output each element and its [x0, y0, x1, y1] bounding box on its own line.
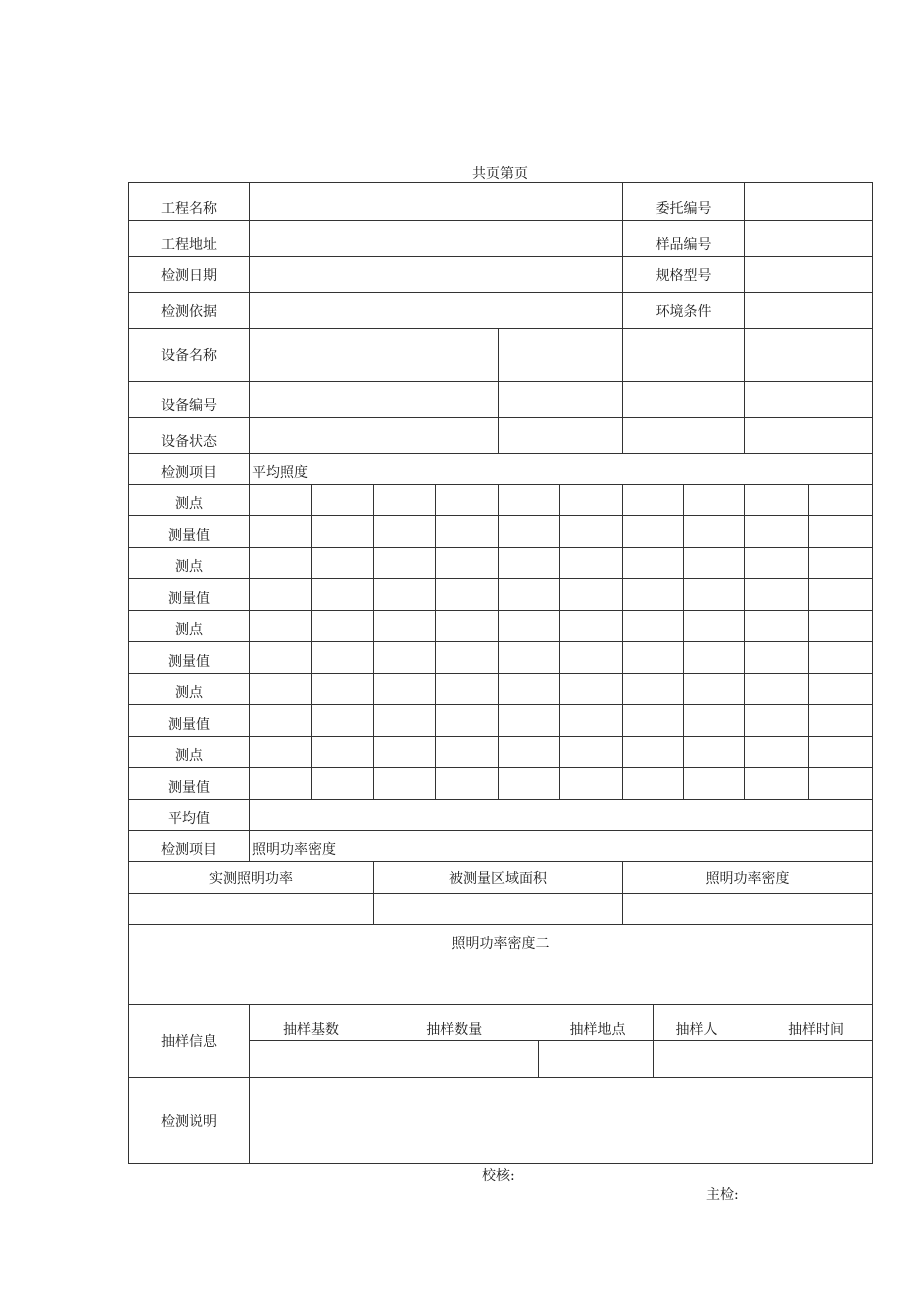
grid-cell[interactable] [436, 705, 499, 737]
grid-cell[interactable] [374, 768, 436, 800]
grid-cell[interactable] [809, 611, 873, 642]
grid-cell[interactable] [809, 705, 873, 737]
measure-label: 测量值 [129, 768, 250, 800]
average-label: 平均值 [129, 800, 250, 831]
sampling-time-label: 抽样时间 [788, 1021, 845, 1038]
grid-cell[interactable] [684, 611, 745, 642]
grid-cell[interactable] [560, 548, 623, 579]
measure-row [129, 579, 873, 611]
sampling-quantity-label: 抽样数量 [426, 1021, 483, 1038]
sampling-value-cell[interactable] [250, 1040, 538, 1077]
grid-cell[interactable] [374, 579, 436, 611]
measured-power-field[interactable] [129, 894, 374, 925]
page-count: 共页第页 [472, 166, 528, 182]
equipment-name-cell[interactable] [499, 329, 623, 382]
grid-cell[interactable] [684, 548, 745, 579]
grid-cell[interactable] [374, 485, 436, 516]
grid-cell[interactable] [745, 768, 809, 800]
grid-cell[interactable] [745, 516, 809, 548]
grid-cell[interactable] [312, 642, 374, 674]
grid-cell[interactable] [312, 705, 374, 737]
measure-row [129, 516, 873, 548]
equipment-number-cell[interactable] [745, 382, 873, 418]
grid-cell[interactable] [745, 548, 809, 579]
grid-cell[interactable] [623, 579, 684, 611]
sampling-value-cell[interactable] [538, 1040, 653, 1077]
grid-cell[interactable] [250, 674, 312, 705]
power-density-item-value: 照明功率密度 [250, 831, 873, 862]
grid-cell[interactable] [499, 485, 560, 516]
grid-cell[interactable] [436, 611, 499, 642]
area-field[interactable] [374, 894, 623, 925]
grid-cell[interactable] [312, 611, 374, 642]
sampling-subtable [250, 1005, 872, 1077]
project-address-field[interactable] [250, 221, 623, 257]
project-name-field[interactable] [250, 183, 623, 221]
environment-field[interactable] [745, 293, 873, 329]
grid-cell[interactable] [499, 548, 560, 579]
illuminance-item-label: 检测项目 [129, 454, 250, 485]
grid-cell[interactable] [436, 516, 499, 548]
power-density-two-section: 照明功率密度二 [129, 925, 873, 1005]
measure-row [129, 705, 873, 737]
grid-cell[interactable] [436, 548, 499, 579]
grid-cell[interactable] [560, 737, 623, 768]
grid-cell[interactable] [436, 485, 499, 516]
equipment-status-cell[interactable] [499, 418, 623, 454]
project-name-label: 工程名称 [129, 183, 250, 221]
grid-cell[interactable] [499, 737, 560, 768]
sampling-value-cell[interactable] [653, 1040, 872, 1077]
grid-cell[interactable] [745, 642, 809, 674]
point-row [129, 548, 873, 579]
grid-cell[interactable] [436, 768, 499, 800]
grid-cell[interactable] [809, 579, 873, 611]
measure-row [129, 768, 873, 800]
grid-cell[interactable] [312, 516, 374, 548]
grid-cell[interactable] [499, 768, 560, 800]
grid-cell[interactable] [560, 768, 623, 800]
grid-cell[interactable] [436, 579, 499, 611]
grid-cell[interactable] [623, 705, 684, 737]
grid-cell[interactable] [250, 611, 312, 642]
sampling-label: 抽样信息 [129, 1005, 250, 1078]
grid-cell[interactable] [745, 737, 809, 768]
test-basis-field[interactable] [250, 293, 623, 329]
col-measured-power: 实测照明功率 [129, 862, 374, 894]
grid-cell[interactable] [560, 485, 623, 516]
grid-cell[interactable] [745, 611, 809, 642]
equipment-number-cell[interactable] [250, 382, 499, 418]
grid-cell[interactable] [374, 516, 436, 548]
equipment-name-cell[interactable] [623, 329, 745, 382]
grid-cell[interactable] [312, 737, 374, 768]
grid-cell[interactable] [312, 768, 374, 800]
test-basis-label: 检测依据 [129, 293, 250, 329]
grid-cell[interactable] [623, 548, 684, 579]
inspection-form [128, 182, 873, 1164]
grid-cell[interactable] [745, 705, 809, 737]
grid-cell[interactable] [560, 705, 623, 737]
project-address-label: 工程地址 [129, 221, 250, 257]
equipment-status-cell[interactable] [623, 418, 745, 454]
grid-cell[interactable] [684, 516, 745, 548]
grid-cell[interactable] [499, 516, 560, 548]
grid-cell[interactable] [809, 737, 873, 768]
grid-cell[interactable] [623, 485, 684, 516]
average-field[interactable] [250, 800, 873, 831]
notes-label: 检测说明 [129, 1078, 250, 1164]
grid-cell[interactable] [623, 737, 684, 768]
grid-cell[interactable] [499, 611, 560, 642]
measure-row [129, 642, 873, 674]
equipment-status-label: 设备状态 [129, 418, 250, 454]
measure-label: 测量值 [129, 705, 250, 737]
grid-cell[interactable] [250, 737, 312, 768]
col-area: 被测量区域面积 [374, 862, 623, 894]
grid-cell[interactable] [560, 674, 623, 705]
point-row [129, 737, 873, 768]
sampling-cell [250, 1005, 873, 1078]
spec-model-field[interactable] [745, 257, 873, 293]
grid-cell[interactable] [312, 579, 374, 611]
grid-cell[interactable] [436, 737, 499, 768]
grid-cell[interactable] [684, 737, 745, 768]
equipment-name-label: 设备名称 [129, 329, 250, 382]
grid-cell[interactable] [499, 674, 560, 705]
grid-cell[interactable] [312, 548, 374, 579]
grid-cell[interactable] [745, 485, 809, 516]
main-inspector-signature: 主检: [706, 1187, 739, 1203]
measure-label: 测量值 [129, 579, 250, 611]
sampling-person-label: 抽样人 [675, 1021, 718, 1038]
commission-no-field[interactable] [745, 183, 873, 221]
grid-cell[interactable] [250, 516, 312, 548]
grid-cell[interactable] [745, 579, 809, 611]
grid-cell[interactable] [250, 642, 312, 674]
grid-cell[interactable] [623, 768, 684, 800]
grid-cell[interactable] [436, 642, 499, 674]
point-row [129, 674, 873, 705]
grid-cell[interactable] [684, 642, 745, 674]
grid-cell[interactable] [374, 705, 436, 737]
measure-label: 测量值 [129, 642, 250, 674]
equipment-number-cell[interactable] [499, 382, 623, 418]
test-date-field[interactable] [250, 257, 623, 293]
grid-cell[interactable] [684, 674, 745, 705]
grid-cell[interactable] [560, 611, 623, 642]
grid-cell[interactable] [684, 485, 745, 516]
point-label: 测点 [129, 674, 250, 705]
grid-cell[interactable] [374, 674, 436, 705]
sampling-head-right [653, 1005, 872, 1040]
grid-cell[interactable] [623, 611, 684, 642]
grid-cell[interactable] [250, 548, 312, 579]
grid-cell[interactable] [499, 705, 560, 737]
equipment-name-cell[interactable] [745, 329, 873, 382]
grid-cell[interactable] [809, 548, 873, 579]
equipment-name-cell[interactable] [250, 329, 499, 382]
grid-cell[interactable] [312, 485, 374, 516]
grid-cell[interactable] [809, 674, 873, 705]
grid-cell[interactable] [250, 705, 312, 737]
grid-cell[interactable] [312, 674, 374, 705]
check-signature: 校核: [482, 1168, 515, 1184]
point-row [129, 611, 873, 642]
point-label: 测点 [129, 737, 250, 768]
grid-cell[interactable] [684, 768, 745, 800]
grid-cell[interactable] [809, 516, 873, 548]
sampling-head [250, 1005, 653, 1040]
equipment-number-cell[interactable] [623, 382, 745, 418]
grid-cell[interactable] [250, 768, 312, 800]
grid-cell[interactable] [499, 642, 560, 674]
point-row [129, 485, 873, 516]
grid-cell[interactable] [499, 579, 560, 611]
grid-cell[interactable] [809, 768, 873, 800]
equipment-number-label: 设备编号 [129, 382, 250, 418]
measure-label: 测量值 [129, 516, 250, 548]
point-label: 测点 [129, 548, 250, 579]
grid-cell[interactable] [684, 705, 745, 737]
point-label: 测点 [129, 485, 250, 516]
spec-model-label: 规格型号 [623, 257, 745, 293]
grid-cell[interactable] [623, 642, 684, 674]
grid-cell[interactable] [560, 579, 623, 611]
grid-cell[interactable] [684, 579, 745, 611]
power-density-item-label: 检测项目 [129, 831, 250, 862]
environment-label: 环境条件 [623, 293, 745, 329]
grid-cell[interactable] [250, 485, 312, 516]
sampling-location-label: 抽样地点 [569, 1021, 626, 1038]
grid-cell[interactable] [374, 548, 436, 579]
illuminance-item-value: 平均照度 [250, 454, 873, 485]
sampling-base-label: 抽样基数 [283, 1021, 339, 1038]
grid-cell[interactable] [250, 579, 312, 611]
sample-no-label: 样品编号 [623, 221, 745, 257]
grid-cell[interactable] [809, 485, 873, 516]
equipment-status-cell[interactable] [250, 418, 499, 454]
grid-cell[interactable] [374, 737, 436, 768]
notes-field[interactable] [250, 1078, 873, 1164]
col-density: 照明功率密度 [623, 862, 873, 894]
point-label: 测点 [129, 611, 250, 642]
grid-cell[interactable] [623, 516, 684, 548]
grid-cell[interactable] [745, 674, 809, 705]
grid-cell[interactable] [374, 611, 436, 642]
density-field[interactable] [623, 894, 873, 925]
grid-cell[interactable] [623, 674, 684, 705]
sample-no-field[interactable] [745, 221, 873, 257]
grid-cell[interactable] [436, 674, 499, 705]
commission-no-label: 委托编号 [623, 183, 745, 221]
grid-cell[interactable] [374, 642, 436, 674]
equipment-status-cell[interactable] [745, 418, 873, 454]
test-date-label: 检测日期 [129, 257, 250, 293]
grid-cell[interactable] [560, 516, 623, 548]
grid-cell[interactable] [809, 642, 873, 674]
grid-cell[interactable] [560, 642, 623, 674]
